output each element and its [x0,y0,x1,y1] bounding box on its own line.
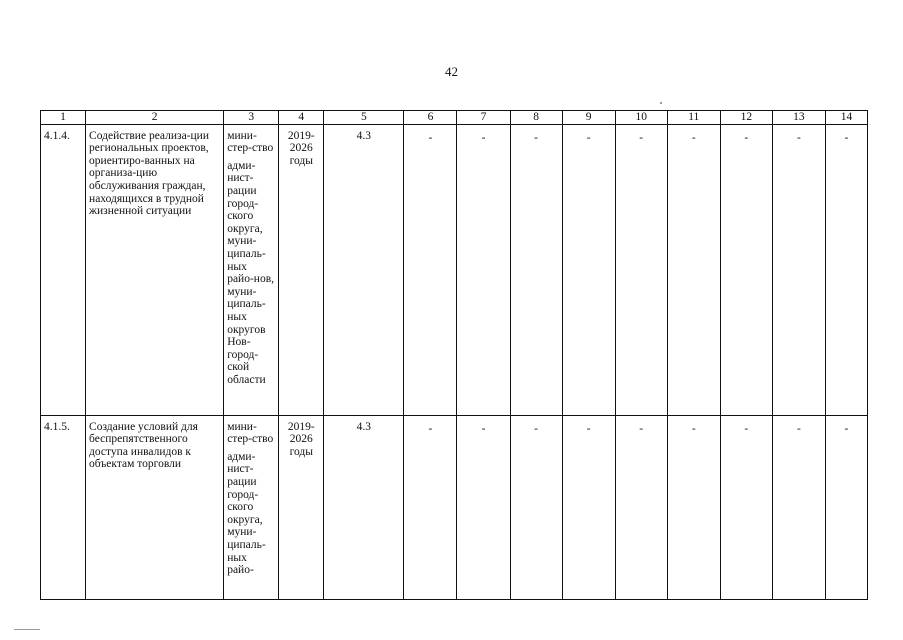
col-header: 5 [324,111,404,125]
col-header: 1 [41,111,86,125]
value-cell: - [562,415,615,599]
value-cell: - [510,415,562,599]
col-header: 10 [615,111,667,125]
value-cell: - [720,124,772,415]
table-row [41,415,868,599]
value-cell: - [404,415,457,599]
col-header: 6 [404,111,457,125]
value-cell: - [404,124,457,415]
item-name: Содействие реализа-ции региональных проектов, ориентиро-ванных на организа-цию обслуживания граждан, находящихся в трудной жизненной ситуации [86,124,224,415]
col-header: 13 [772,111,825,125]
col-header: 2 [86,111,224,125]
col-header: 3 [224,111,279,125]
executor-ministry: мини-стер-ство [227,129,274,155]
item-number: 4.1.4. [41,124,86,415]
item-indicator: 4.3 [324,415,404,599]
item-executor [224,124,279,415]
value-cell: - [615,415,667,599]
value-cell: - [772,415,825,599]
item-term: 2019-2026 годы [279,124,324,415]
executor-ministry: мини-стер-ство [227,420,274,446]
col-header: 7 [457,111,510,125]
executor-rest: адми-нист-рации город-ского округа, муни-ципаль-ных райо- [227,450,266,577]
item-indicator: 4.3 [324,124,404,415]
executor-rest: адми-нист-рации город-ского округа, муни-ципаль-ных райо-нов, муни-ципаль-ных округов Нов-город-ской области [227,159,275,386]
program-table [40,110,868,600]
item-name: Создание условий для беспрепятственного доступа инвалидов к объектам торговли [86,415,224,599]
value-cell: - [667,415,720,599]
value-cell: - [667,124,720,415]
page-number: 42 [445,64,458,79]
item-executor [224,415,279,599]
value-cell: - [562,124,615,415]
col-header: 8 [510,111,562,125]
col-header: 11 [667,111,720,125]
table-row [41,124,868,415]
item-term: 2019-2026 годы [279,415,324,599]
value-cell: - [825,415,867,599]
item-number: 4.1.5. [41,415,86,599]
table-header-row [41,111,868,125]
value-cell: - [720,415,772,599]
col-header: 14 [825,111,867,125]
col-header: 12 [720,111,772,125]
value-cell: - [615,124,667,415]
scan-edge-mark [14,629,40,630]
value-cell: - [825,124,867,415]
value-cell: - [510,124,562,415]
value-cell: - [772,124,825,415]
col-header: 4 [279,111,324,125]
scan-speck [660,102,662,104]
value-cell: - [457,415,510,599]
value-cell: - [457,124,510,415]
col-header: 9 [562,111,615,125]
